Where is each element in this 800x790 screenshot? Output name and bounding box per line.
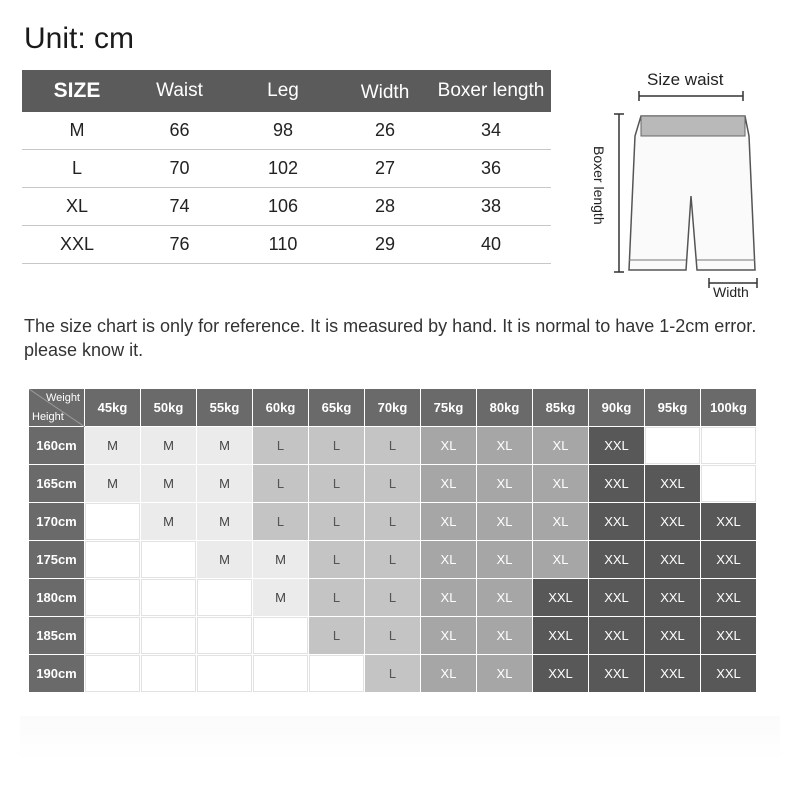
weight-header: 75kg <box>421 389 477 427</box>
height-header: 190cm <box>29 655 85 693</box>
size-recommendation-cell <box>197 655 253 693</box>
size-table-header: Width <box>339 70 431 112</box>
size-recommendation-cell: XXL <box>589 579 645 617</box>
boxer-length-cell: 36 <box>431 150 551 188</box>
faded-footer <box>20 716 780 762</box>
size-recommendation-cell <box>309 655 365 693</box>
size-recommendation-cell: XXL <box>589 541 645 579</box>
waist-cell: 70 <box>132 150 227 188</box>
size-recommendation-cell: XL <box>477 427 533 465</box>
size-recommendation-cell: XL <box>477 617 533 655</box>
size-recommendation-cell: M <box>253 579 309 617</box>
size-recommendation-cell: XL <box>421 579 477 617</box>
boxer-shorts-illustration <box>585 64 790 304</box>
size-recommendation-cell: L <box>309 579 365 617</box>
size-table-row <box>22 112 551 150</box>
size-recommendation-cell: XXL <box>645 655 701 693</box>
weight-header: 80kg <box>477 389 533 427</box>
size-recommendation-cell: XXL <box>701 617 757 655</box>
size-table-header-row <box>22 70 551 112</box>
weight-header: 45kg <box>85 389 141 427</box>
weight-header: 65kg <box>309 389 365 427</box>
size-recommendation-cell: L <box>365 503 421 541</box>
size-recommendation-cell <box>141 655 197 693</box>
size-waist-label: Size waist <box>647 70 724 89</box>
height-header: 160cm <box>29 427 85 465</box>
weight-header: 100kg <box>701 389 757 427</box>
size-recommendation-cell: XXL <box>589 503 645 541</box>
size-table-row <box>22 226 551 264</box>
grid-header-row <box>29 389 757 427</box>
unit-label: Unit: cm <box>24 22 135 55</box>
size-table-row <box>22 188 551 226</box>
size-recommendation-cell: XXL <box>533 579 589 617</box>
size-recommendation-cell: XL <box>477 579 533 617</box>
size-table-header: Waist <box>132 70 227 112</box>
grid-row <box>29 655 757 693</box>
size-recommendation-cell: M <box>253 541 309 579</box>
size-recommendation-cell: L <box>309 427 365 465</box>
size-recommendation-cell: XL <box>421 427 477 465</box>
size-recommendation-cell: M <box>197 503 253 541</box>
size-table-header: Leg <box>227 70 339 112</box>
weight-height-chart <box>29 389 757 693</box>
size-recommendation-cell: XXL <box>533 655 589 693</box>
waist-cell: 76 <box>132 226 227 264</box>
size-recommendation-cell: XXL <box>645 503 701 541</box>
size-recommendation-cell: XXL <box>533 617 589 655</box>
width-cell: 29 <box>339 226 431 264</box>
size-cell: XL <box>22 188 132 226</box>
height-header: 185cm <box>29 617 85 655</box>
size-cell: M <box>22 112 132 150</box>
height-axis-label: Height <box>32 411 64 423</box>
size-recommendation-cell: L <box>253 503 309 541</box>
leg-cell: 106 <box>227 188 339 226</box>
grid-row <box>29 541 757 579</box>
leg-cell: 98 <box>227 112 339 150</box>
height-header: 175cm <box>29 541 85 579</box>
boxer-diagram <box>585 64 790 304</box>
size-recommendation-cell: XL <box>421 617 477 655</box>
weight-axis-label: Weight <box>45 392 80 404</box>
height-header: 180cm <box>29 579 85 617</box>
weight-header: 85kg <box>533 389 589 427</box>
size-table <box>22 70 551 264</box>
size-recommendation-cell: M <box>85 465 141 503</box>
size-recommendation-cell <box>85 617 141 655</box>
size-recommendation-cell: L <box>365 655 421 693</box>
size-recommendation-cell <box>197 579 253 617</box>
size-recommendation-cell: XL <box>533 503 589 541</box>
size-recommendation-cell: XXL <box>701 655 757 693</box>
width-cell: 27 <box>339 150 431 188</box>
size-recommendation-cell: XL <box>421 655 477 693</box>
boxer-length-cell: 40 <box>431 226 551 264</box>
weight-header: 50kg <box>141 389 197 427</box>
size-recommendation-cell <box>141 541 197 579</box>
size-recommendation-cell: L <box>365 465 421 503</box>
size-recommendation-cell <box>701 427 757 465</box>
waist-cell: 66 <box>132 112 227 150</box>
boxer-length-label: Boxer length <box>591 146 607 225</box>
size-recommendation-cell: XL <box>533 465 589 503</box>
size-recommendation-cell: L <box>309 465 365 503</box>
size-recommendation-cell: M <box>141 427 197 465</box>
size-recommendation-cell: L <box>253 427 309 465</box>
grid-row <box>29 465 757 503</box>
size-recommendation-cell: XXL <box>589 655 645 693</box>
weight-header: 55kg <box>197 389 253 427</box>
size-recommendation-cell: XXL <box>701 541 757 579</box>
boxer-length-cell: 34 <box>431 112 551 150</box>
height-header: 170cm <box>29 503 85 541</box>
leg-cell: 102 <box>227 150 339 188</box>
size-cell: XXL <box>22 226 132 264</box>
size-recommendation-cell <box>253 655 309 693</box>
size-recommendation-cell: XL <box>477 541 533 579</box>
size-recommendation-cell: L <box>365 427 421 465</box>
size-recommendation-cell: XXL <box>645 465 701 503</box>
size-recommendation-cell: M <box>197 541 253 579</box>
grid-row <box>29 617 757 655</box>
grid-row <box>29 579 757 617</box>
size-recommendation-cell: XL <box>477 655 533 693</box>
size-recommendation-cell: XL <box>533 427 589 465</box>
width-label: Width <box>713 284 749 300</box>
size-recommendation-cell: L <box>309 541 365 579</box>
leg-cell: 110 <box>227 226 339 264</box>
size-recommendation-cell: XXL <box>701 503 757 541</box>
weight-header: 70kg <box>365 389 421 427</box>
weight-header: 60kg <box>253 389 309 427</box>
size-recommendation-cell: XL <box>421 541 477 579</box>
size-recommendation-cell <box>701 465 757 503</box>
grid-corner <box>29 389 85 427</box>
size-recommendation-cell: XXL <box>645 617 701 655</box>
size-recommendation-cell: XL <box>421 503 477 541</box>
size-recommendation-cell: L <box>365 541 421 579</box>
size-recommendation-cell: XXL <box>645 579 701 617</box>
size-recommendation-cell: XXL <box>589 617 645 655</box>
weight-header: 90kg <box>589 389 645 427</box>
size-recommendation-cell: XXL <box>701 579 757 617</box>
size-recommendation-cell <box>141 617 197 655</box>
size-recommendation-cell: L <box>253 465 309 503</box>
size-table-row <box>22 150 551 188</box>
size-recommendation-cell <box>645 427 701 465</box>
size-recommendation-cell: L <box>309 617 365 655</box>
size-recommendation-cell: XL <box>477 503 533 541</box>
weight-header: 95kg <box>645 389 701 427</box>
size-cell: L <box>22 150 132 188</box>
size-recommendation-cell: L <box>365 579 421 617</box>
grid-row <box>29 503 757 541</box>
size-recommendation-cell: M <box>141 465 197 503</box>
size-recommendation-cell <box>85 541 141 579</box>
width-cell: 26 <box>339 112 431 150</box>
size-recommendation-cell <box>85 655 141 693</box>
size-recommendation-cell: L <box>309 503 365 541</box>
size-recommendation-cell: M <box>197 427 253 465</box>
size-recommendation-cell: M <box>141 503 197 541</box>
size-recommendation-cell <box>141 579 197 617</box>
boxer-length-cell: 38 <box>431 188 551 226</box>
size-recommendation-cell: L <box>365 617 421 655</box>
size-recommendation-cell: M <box>197 465 253 503</box>
waist-cell: 74 <box>132 188 227 226</box>
size-table-header: Boxer length <box>431 70 551 112</box>
size-recommendation-cell: XL <box>533 541 589 579</box>
size-recommendation-cell <box>253 617 309 655</box>
reference-note: The size chart is only for reference. It is measured by hand. It is normal to have 1-2cm error. please know it. <box>24 316 757 360</box>
size-recommendation-cell <box>85 503 141 541</box>
grid-row <box>29 427 757 465</box>
size-table-header: SIZE <box>22 70 132 112</box>
size-recommendation-cell: XL <box>477 465 533 503</box>
height-header: 165cm <box>29 465 85 503</box>
size-recommendation-cell <box>85 579 141 617</box>
size-recommendation-cell: M <box>85 427 141 465</box>
size-recommendation-cell: XL <box>421 465 477 503</box>
size-recommendation-cell: XXL <box>589 427 645 465</box>
size-recommendation-cell: XXL <box>645 541 701 579</box>
width-cell: 28 <box>339 188 431 226</box>
size-recommendation-cell: XXL <box>589 465 645 503</box>
size-recommendation-cell <box>197 617 253 655</box>
